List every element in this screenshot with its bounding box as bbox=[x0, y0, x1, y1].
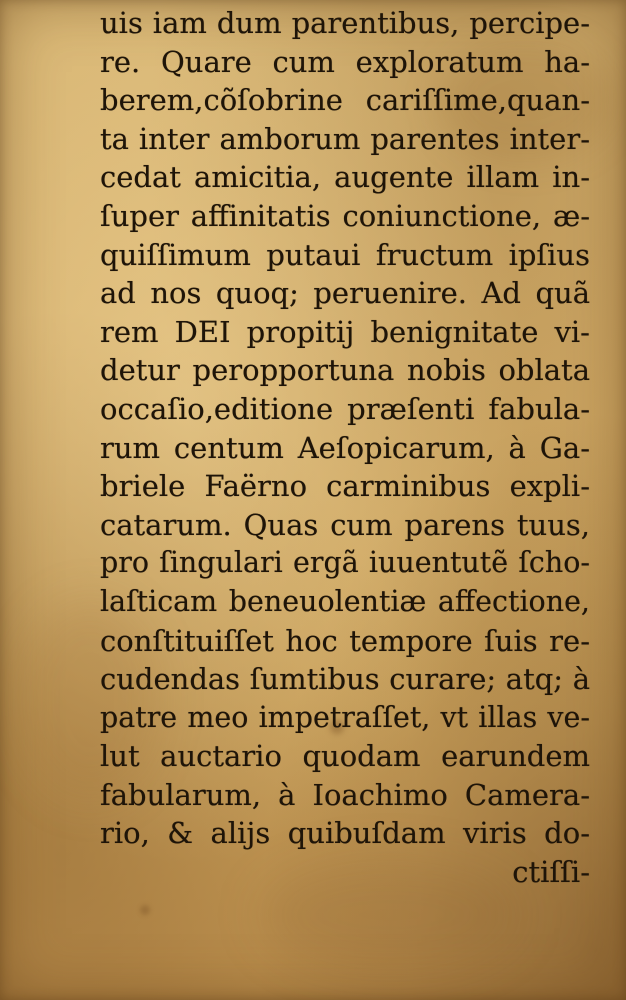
text-line: conſtituiſſet hoc tempore ſuis re- bbox=[100, 623, 590, 658]
text-line: ad nos quoq; peruenire. Ad quã bbox=[100, 276, 590, 311]
text-line: rem DEI propitij benignitate vi- bbox=[100, 314, 590, 349]
text-line: ſuper affinitatis coniunctione, æ- bbox=[100, 198, 590, 233]
catchword: ctiſſi- bbox=[512, 855, 590, 890]
text-line: briele Faërno carminibus expli- bbox=[100, 469, 590, 504]
text-line: cudendas ſumtibus curare; atq; à bbox=[100, 662, 590, 697]
text-line: berem,cõſobrine cariſſime,quan- bbox=[100, 83, 590, 118]
text-line: catarum. Quas cum parens tuus, bbox=[100, 507, 590, 542]
body-text bbox=[100, 4, 590, 892]
text-line: patre meo impetraſſet, vt illas ve- bbox=[100, 700, 590, 734]
paper-spot bbox=[140, 905, 150, 915]
text-line: occaſio,editione præſenti fabula- bbox=[100, 391, 590, 426]
text-line: uis iam dum parentibus, percipe- bbox=[100, 6, 590, 40]
text-line: lut auctario quodam earundem bbox=[100, 739, 590, 774]
text-line: ta inter amborum parentes inter- bbox=[100, 121, 590, 156]
text-line: cedat amicitia, augente illam in- bbox=[100, 160, 590, 195]
text-line: pro ſingulari ergã iuuentutẽ ſcho- bbox=[100, 546, 590, 580]
text-line: rio, & alijs quibuſdam viris do- bbox=[100, 816, 590, 851]
text-line: quiſſimum putaui fructum ipſius bbox=[100, 237, 590, 272]
text-line: rum centum Aeſopicarum, à Ga- bbox=[100, 430, 590, 465]
text-line: laſticam beneuolentiæ affectione, bbox=[100, 584, 590, 618]
text-line: fabularum, à Ioachimo Camera- bbox=[100, 777, 590, 812]
text-line: detur peropportuna nobis oblata bbox=[100, 353, 590, 388]
text-line: re. Quare cum exploratum ha- bbox=[100, 44, 590, 79]
